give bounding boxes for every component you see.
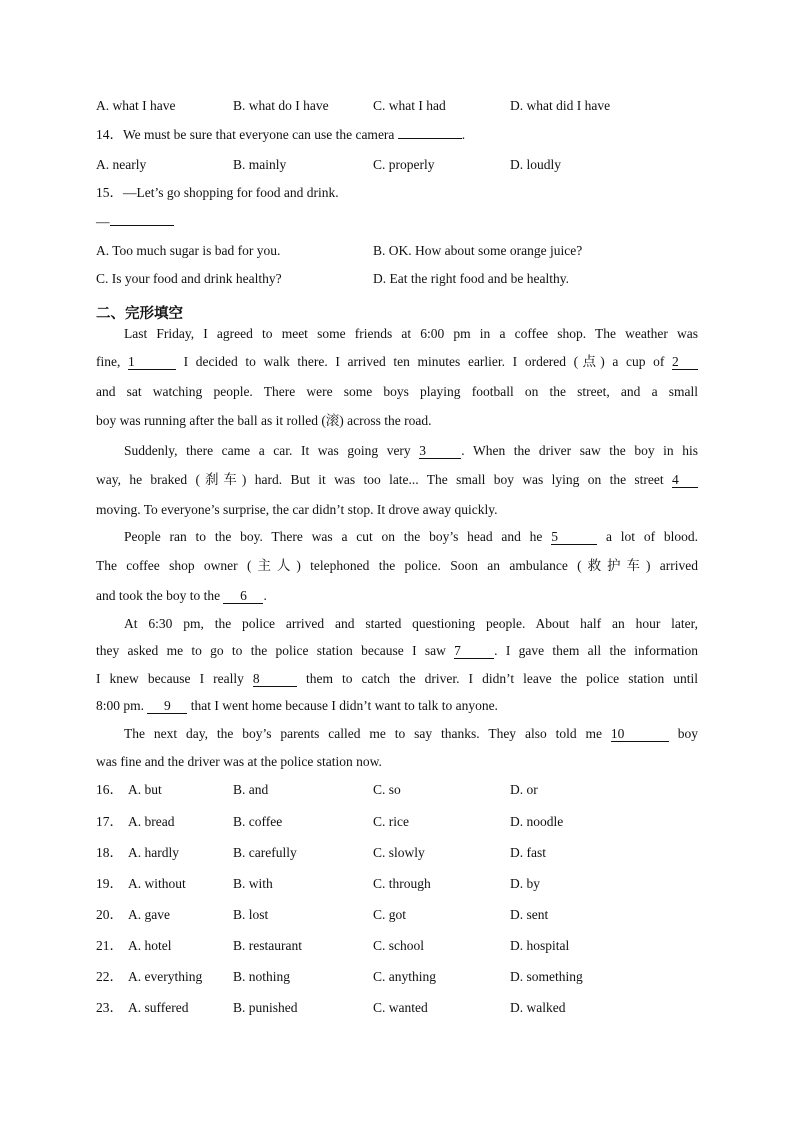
option-c: C. slowly <box>373 845 425 860</box>
question-number: 23． <box>96 1000 123 1015</box>
q14-stem <box>96 126 465 144</box>
passage-line-13 <box>96 670 698 688</box>
blank-3: 3 <box>419 444 461 459</box>
option-d: D. sent <box>510 907 549 922</box>
option-a: A. everything <box>128 969 203 984</box>
blank-10: 10 <box>611 727 669 742</box>
passage-line-14 <box>96 697 698 715</box>
q15-blank <box>110 225 174 226</box>
option-d: D. fast <box>510 845 546 860</box>
option-a: A. suffered <box>128 1000 189 1015</box>
question-number: 18． <box>96 845 123 860</box>
option-a: A. gave <box>128 907 170 922</box>
blank-1: 1 <box>128 355 176 370</box>
option-b: B. lost <box>233 907 269 922</box>
passage-line-5 <box>124 442 698 460</box>
passage-text: . When the driver saw the boy in his <box>461 443 699 458</box>
q15-answer-line <box>96 213 174 231</box>
passage-line-6 <box>96 471 698 489</box>
passage-text: . <box>263 588 267 603</box>
passage-line-3: and sat watching people. There were some boys playing football on the street, and a small <box>96 384 698 399</box>
q14-option-b: B. mainly <box>233 157 287 172</box>
q15-option-b: B. OK. How about some orange juice? <box>373 243 583 258</box>
passage-line-16: was fine and the driver was at the police station now. <box>96 754 382 769</box>
passage-line-2 <box>96 353 698 371</box>
option-a: A. bread <box>128 814 175 829</box>
passage-text: People ran to the boy. There was a cut on the boy’s head and he <box>124 529 543 544</box>
passage-text: and took the boy to the <box>96 588 221 603</box>
q14-option-d: D. loudly <box>510 157 562 172</box>
blank-2: 2 <box>672 355 698 370</box>
question-number: 22． <box>96 969 123 984</box>
passage-line-15 <box>124 725 698 743</box>
q14-text: 14．We must be sure that everyone can use the camera <box>96 127 395 142</box>
q15-option-c: C. Is your food and drink healthy? <box>96 271 282 286</box>
passage-line-9: The coffee shop owner (主人) telephoned the police. Soon an ambulance (救护车) arrived <box>96 558 698 573</box>
option-c: C. through <box>373 876 431 891</box>
q13-option-d: D. what did I have <box>510 98 611 113</box>
option-d: D. by <box>510 876 540 891</box>
q13-option-a: A. what I have <box>96 98 176 113</box>
passage-line-10 <box>96 587 698 605</box>
passage-text: I knew because I really <box>96 671 244 686</box>
passage-text: that I went home because I didn’t want to talk to anyone. <box>190 698 498 713</box>
passage-text: 8:00 pm. <box>96 698 145 713</box>
passage-text: . I gave them all the information <box>494 643 698 658</box>
q14-end: . <box>461 127 466 142</box>
passage-line-7: moving. To everyone’s surprise, the car didn’t stop. It drove away quickly. <box>96 502 498 517</box>
q15-option-d: D. Eat the right food and be healthy. <box>373 271 569 286</box>
question-number: 17． <box>96 814 123 829</box>
option-c: C. wanted <box>373 1000 428 1015</box>
passage-text: boy <box>677 726 698 741</box>
option-a: A. hotel <box>128 938 172 953</box>
question-number: 16． <box>96 782 123 797</box>
passage-line-8 <box>124 528 698 546</box>
option-d: D. something <box>510 969 583 984</box>
option-b: B. nothing <box>233 969 291 984</box>
passage-text: a lot of blood. <box>606 529 699 544</box>
question-number: 21． <box>96 938 123 953</box>
blank-9: 9 <box>147 699 187 714</box>
passage-text: they asked me to go to the police station because I saw <box>96 643 446 658</box>
option-b: B. coffee <box>233 814 283 829</box>
q13-option-b: B. what do I have <box>233 98 329 113</box>
option-a: A. without <box>128 876 186 891</box>
passage-line-4: boy was running after the ball as it rolled (滚) across the road. <box>96 413 432 428</box>
question-number: 20． <box>96 907 123 922</box>
passage-text: I decided to walk there. I arrived ten minutes earlier. I ordered (点) a cup of <box>183 354 665 369</box>
q15-option-a: A. Too much sugar is bad for you. <box>96 243 281 258</box>
q14-blank <box>398 138 462 139</box>
passage-text: The next day, the boy’s parents called me to say thanks. They also told me <box>124 726 602 741</box>
passage-line-11: At 6:30 pm, the police arrived and started questioning people. About half an hour later, <box>124 616 698 631</box>
q13-option-c: C. what I had <box>373 98 446 113</box>
option-c: C. school <box>373 938 425 953</box>
option-d: D. noodle <box>510 814 564 829</box>
option-d: D. or <box>510 782 538 797</box>
option-b: B. carefully <box>233 845 297 860</box>
option-b: B. and <box>233 782 269 797</box>
passage-text: Suddenly, there came a car. It was going very <box>124 443 411 458</box>
passage-text: way, he braked (刹车) hard. But it was too late... The small boy was lying on the street <box>96 472 664 487</box>
q15-stem: 15．—Let’s go shopping for food and drink. <box>96 185 339 200</box>
option-d: D. hospital <box>510 938 570 953</box>
passage-text: fine, <box>96 354 121 369</box>
q15-dash: — <box>96 214 110 229</box>
option-c: C. so <box>373 782 401 797</box>
option-a: A. hardly <box>128 845 179 860</box>
option-d: D. walked <box>510 1000 566 1015</box>
option-c: C. rice <box>373 814 409 829</box>
option-b: B. punished <box>233 1000 298 1015</box>
passage-line-12 <box>96 642 698 660</box>
option-b: B. restaurant <box>233 938 302 953</box>
blank-7: 7 <box>454 644 494 659</box>
passage-line-1: Last Friday, I agreed to meet some friends at 6:00 pm in a coffee shop. The weather was <box>124 326 698 341</box>
blank-4: 4 <box>672 473 698 488</box>
option-b: B. with <box>233 876 273 891</box>
blank-8: 8 <box>253 672 297 687</box>
passage-text: them to catch the driver. I didn’t leave the police station until <box>305 671 699 686</box>
option-c: C. got <box>373 907 407 922</box>
option-c: C. anything <box>373 969 436 984</box>
question-number: 19． <box>96 876 123 891</box>
q14-option-a: A. nearly <box>96 157 147 172</box>
option-a: A. but <box>128 782 162 797</box>
q14-option-c: C. properly <box>373 157 435 172</box>
blank-6: 6 <box>223 589 263 604</box>
section-title: 二、完形填空 <box>96 306 183 322</box>
blank-5: 5 <box>551 530 597 545</box>
